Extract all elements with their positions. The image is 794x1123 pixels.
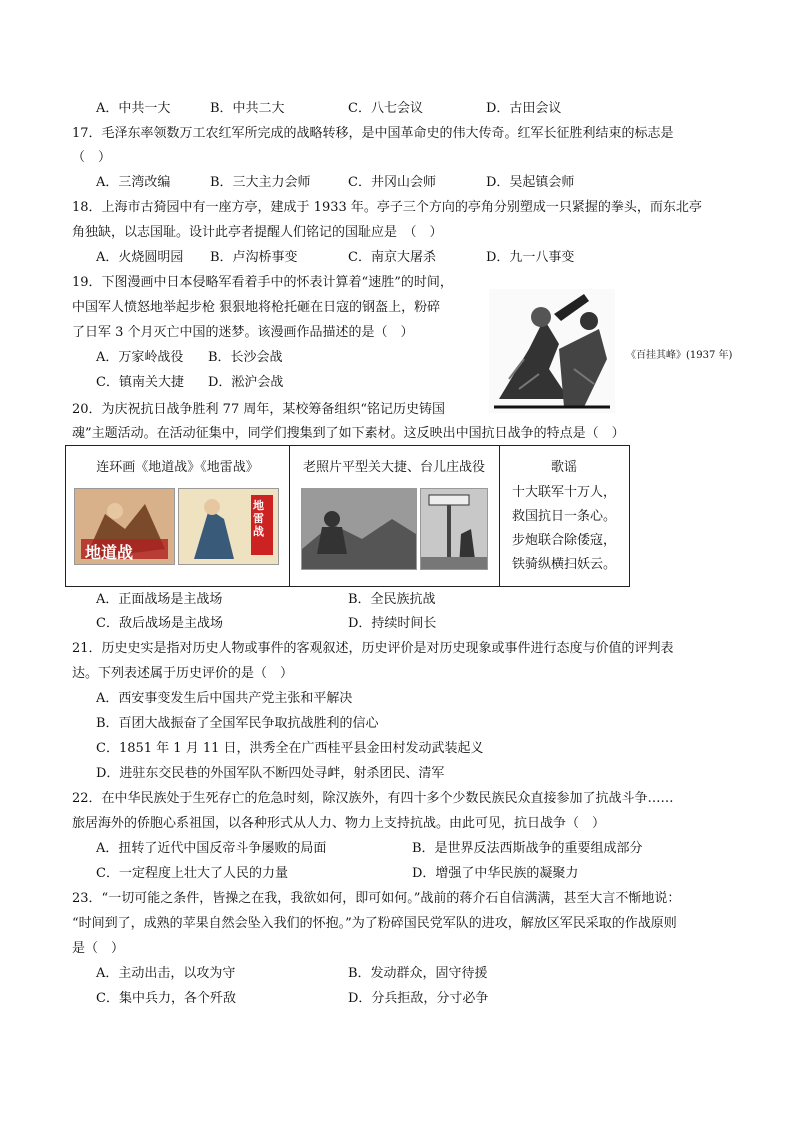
ballad-line-1: 十大联军十万人， [511, 485, 616, 500]
q22-option-b: B．是世界反法西斯战争的重要组成部分 [412, 841, 643, 856]
q18-option-d: D．九一八事变 [486, 250, 575, 265]
q17-option-c: C．井冈山会师 [348, 175, 436, 190]
cartoon-sketch-illustration [489, 289, 615, 413]
ballad-title: 歌谣 [550, 460, 577, 475]
q16-option-c: C．八七会议 [348, 101, 423, 116]
q20-option-d: D．持续时间长 [348, 616, 437, 631]
q18-option-a: A．火烧圆明园 [96, 250, 184, 265]
q17-stem-line1: 17．毛泽东率领数万工农红军所完成的战略转移，是中国革命史的伟大传奇。红军长征胜利结束的标志是 [72, 126, 674, 141]
q18-option-c: C．南京大屠杀 [348, 250, 436, 265]
comic-cover-mine-warfare [178, 488, 279, 565]
ballad-line-2: 救国抗日一条心。 [511, 509, 616, 524]
comic-cover-tunnel-warfare [74, 488, 175, 565]
q22-option-d: D．增强了中华民族的凝聚力 [412, 866, 579, 881]
q17-option-d: D．吴起镇会师 [486, 175, 575, 190]
q23-option-d: D．分兵拒敌，分寸必争 [348, 991, 489, 1006]
q23-option-c: C．集中兵力，各个歼敌 [96, 991, 236, 1006]
q19-cartoon-image [489, 289, 615, 413]
q18-option-b: B．卢沟桥事变 [210, 250, 298, 265]
q21-option-a: A．西安事变发生后中国共产党主张和平解决 [96, 691, 353, 706]
q16-option-b: B．中共二大 [210, 101, 285, 116]
table-cell-ballad [499, 446, 629, 586]
table-cell-photos [289, 446, 500, 586]
comic-title-mine: 地雷战 [253, 499, 264, 538]
q22-option-a: A．扭转了近代中国反帝斗争屡败的局面 [96, 841, 327, 856]
q21-stem-line1: 21．历史史实是指对历史人物或事件的客观叙述，历史评价是对历史现象或事件进行态度与价值的评判表 [72, 641, 674, 656]
q18-stem-line1: 18．上海市古猗园中有一座方亭，建成于 1933 年。亭子三个方向的亭角分别塑成一只紧握的拳头，而东北亭 [72, 200, 702, 215]
q17-option-b: B．三大主力会师 [210, 175, 311, 190]
q20-option-b: B．全民族抗战 [348, 592, 436, 607]
q19-option-c: C．镇南关大捷 [96, 375, 184, 390]
ballad-line-3: 步炮联合除倭寇， [511, 533, 616, 548]
comics-title: 连环画《地道战》《地雷战》 [96, 460, 259, 475]
q19-stem-line1: 19．下图漫画中日本侵略军看着手中的怀表计算着“速胜”的时间， [72, 275, 453, 290]
q16-option-d: D．古田会议 [486, 101, 562, 116]
q21-option-c: C．1851 年 1 月 11 日，洪秀全在广西桂平县金田村发动武装起义 [96, 741, 484, 756]
photo-taierzhuang [420, 488, 488, 570]
q22-stem-line1-top: 22．在中华民族处于生死存亡的危急时刻，除汉族外，有四十多个少数民族民众直接参加了抗战斗争…… [72, 791, 674, 806]
q17-stem-line2: （ ） [72, 150, 112, 165]
q23-stem-line2: “时间到了，成熟的苹果自然会坠入我们的怀抱。”为了粉碎国民党军队的进攻，解放区军民采取的作战原则 [72, 916, 677, 931]
q19-stem-line2: 中国军人愤怒地举起步枪 狠狠地将枪托砸在日寇的钢盔上，粉碎 [72, 300, 441, 315]
photo-pingxingguan [301, 488, 417, 570]
ballad-text [499, 481, 629, 577]
q21-option-b: B．百团大战振奋了全国军民争取抗战胜利的信心 [96, 716, 379, 731]
comic-title-tunnel: 地道战 [85, 543, 134, 562]
q23-option-b: B．发动群众，固守待援 [348, 966, 488, 981]
q23-stem-line1: 23．“一切可能之条件，皆操之在我，我欲如何，即可如何。”战前的蒋介石自信满满，甚至大言不惭地说： [72, 891, 681, 906]
q19-option-d: D．淞沪会战 [208, 375, 284, 390]
q16-option-a: A．中共一大 [96, 101, 171, 116]
q22-stem-line2: 旅居海外的侨胞心系祖国，以各种形式从人力、物力上支持抗战。由此可见，抗日战争（ ） [72, 814, 605, 834]
q20-option-a: A．正面战场是主战场 [96, 592, 223, 607]
table-cell-comics [66, 446, 290, 586]
q23-stem-line3: 是（ ） [72, 941, 125, 956]
q21-stem-line2: 达。下列表述属于历史评价的是（ ） [72, 666, 294, 681]
ballad-line-4: 铁骑纵横扫妖云。 [511, 557, 616, 572]
q17-option-a: A．三湾改编 [96, 175, 171, 190]
q19-cartoon-caption: 《百挂其峰》(1937 年) [626, 350, 733, 361]
q22-option-c: C．一定程度上壮大了人民的力量 [96, 866, 288, 881]
photo-illustration-battle [302, 489, 416, 569]
q23-option-a: A．主动出击，以攻为守 [96, 966, 236, 981]
q19-stem-line3: 了日军 3 个月灭亡中国的迷梦。该漫画作品描述的是（ ） [72, 325, 414, 340]
q18-stem-line2: 角独缺，以志国耻。设计此亭者提醒人们铭记的国耻应是 （ ） [72, 225, 443, 240]
photos-title: 老照片平型关大捷、台儿庄战役 [302, 460, 485, 475]
q19-option-b: B．长沙会战 [208, 350, 283, 365]
q20-stem-line1: 20．为庆祝抗日战争胜利 77 周年，某校筹备组织“铭记历史铸国 [72, 402, 445, 417]
q19-option-a: A．万家岭战役 [96, 350, 184, 365]
photo-illustration-sign [421, 489, 487, 569]
q21-option-d: D．进驻东交民巷的外国军队不断四处寻衅，射杀团民、清军 [96, 766, 445, 781]
q20-stem-line2: 魂”主题活动。在活动征集中，同学们搜集到了如下素材。这反映出中国抗日战争的特点是（ ） [72, 426, 625, 441]
q20-materials-table [65, 445, 630, 587]
q20-option-c: C．敌后战场是主战场 [96, 616, 223, 631]
